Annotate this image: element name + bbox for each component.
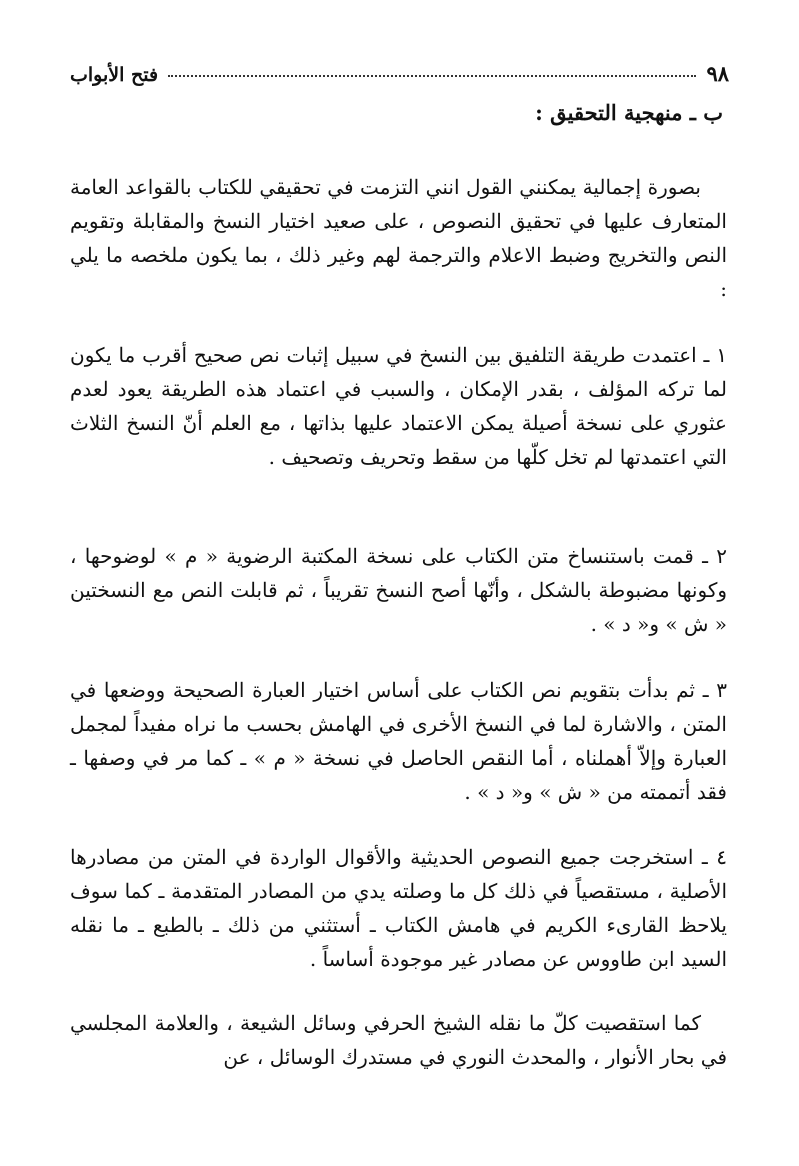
paragraph-continuation: كما استقصيت كلّ ما نقله الشيخ الحرفي وسائل الشيعة ، والعلامة المجلسي في بحار الأنوار ، والمحدث النوري في مستدرك الوسائل ، عن bbox=[70, 1011, 727, 1069]
paragraph-item-1: ١ ـ اعتمدت طريقة التلفيق بين النسخ في سبيل إثبات نص صحيح أقرب ما يكون لما تركه المؤلف ، بقدر الإمكان ، والسبب في اعتماد هذه الطريقة يعود لعدم عثوري على نسخة أصيلة يمكن الاعتماد عليها بذاتها ، مع العلم أنّ النسخ الثلاث التي اعتمدتها لم تخل كلّها من سقط وتحريف وتصحيف . bbox=[70, 343, 727, 469]
running-header bbox=[70, 52, 729, 86]
section-title: ب ـ منهجية التحقيق : bbox=[535, 100, 723, 125]
book-title: فتح الأبواب bbox=[70, 64, 159, 86]
paragraph-item-3: ٣ ـ ثم بدأت بتقويم نص الكتاب على أساس اختيار العبارة الصحيحة ووضعها في المتن ، والاشارة لما في النسخ الأخرى في الهامش بحسب ما نراه مفيداً لمجمل العبارة وإلاّ أهملناه ، أما النقص الحاصل في نسخة « م » ـ كما مر في وصفها ـ فقد أتممته من « ش » و« د » . bbox=[70, 678, 727, 804]
paragraph-intro: بصورة إجمالية يمكنني القول انني التزمت في تحقيقي للكتاب بالقواعد العامة المتعارف عليها في تحقيق النصوص ، على صعيد اختيار النسخ والمقابلة وتقويم النص والتخريج وضبط الاعلام والترجمة لهم وغير ذلك ، بما يكون ملخصه ما يلي : bbox=[70, 175, 727, 301]
paragraph-item-2: ٢ ـ قمت باستنساخ متن الكتاب على نسخة المكتبة الرضوية « م » لوضوحها ، وكونها مضبوطة بالشكل ، وأنّها أصح النسخ تقريباً ، ثم قابلت النص مع النسختين « ش » و« د » . bbox=[70, 544, 727, 636]
page-number: ٩٨ bbox=[706, 61, 729, 86]
paragraph-item-4: ٤ ـ استخرجت جميع النصوص الحديثية والأقوال الواردة في المتن من مصادرها الأصلية ، مستقصياً في ذلك كل ما وصلته يدي من المصادر المتقدمة ـ كما سوف يلاحظ القارىء الكريم في هامش الكتاب ـ أستثني من ذلك ـ بالطبع ـ ما نقله السيد ابن طاووس عن مصادر غير موجودة أساساً . bbox=[70, 845, 727, 971]
header-dot-leader bbox=[168, 74, 696, 77]
